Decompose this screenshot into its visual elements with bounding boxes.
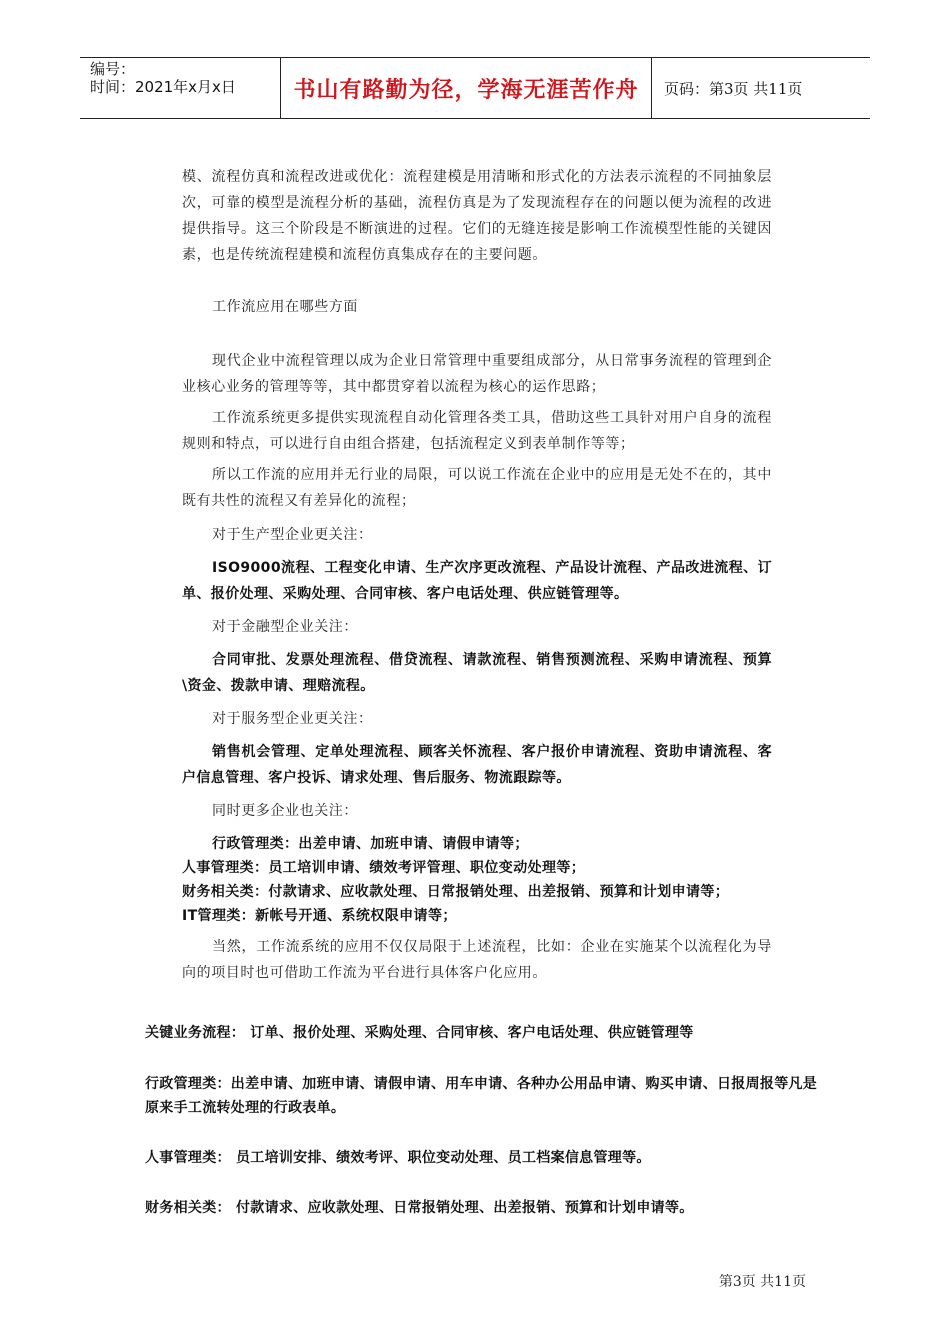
finance-intro: 对于金融型企业关注： <box>212 619 358 635</box>
header-meta <box>80 58 280 118</box>
number-label: 编号： <box>90 60 136 78</box>
paragraph-industry: 所以工作流的应用并无行业的局限，可以说工作流在企业中的应用是无处不在的，其中既有共性的流程又有差异化的流程； <box>182 467 772 509</box>
service-list: 销售机会管理、定单处理流程、顾客关怀流程、客户报价申请流程、资助申请流程、客户信息管理、客户投诉、请求处理、售后服务、物流跟踪等。 <box>182 744 772 786</box>
paragraph-management: 现代企业中流程管理以成为企业日常管理中重要组成部分，从日常事务流程的管理到企业核心业务的管理等等，其中都贯穿着以流程为核心的运作思路； <box>182 353 772 395</box>
finance-list: 合同审批、发票处理流程、借贷流程、请款流程、销售预测流程、采购申请流程、预算\资金、拨款申请、理赔流程。 <box>182 652 772 694</box>
category-admin: 行政管理类：出差申请、加班申请、请假申请等； <box>212 836 529 852</box>
paragraph-intro: 模、流程仿真和流程改进或优化：流程建模是用清晰和形式化的方法表示流程的不同抽象层次，可靠的模型是流程分析的基础，流程仿真是为了发现流程存在的问题以便为流程的改进提供指导。这三个阶段是不断演进的过程。它们的无缝连接是影响工作流模型性能的关键因素，也是传统流程建模和流程仿真集成存在的主要问题。 <box>182 169 772 263</box>
header-motto: 书山有路勤为径，学海无涯苦作舟 <box>280 58 652 118</box>
hr-flows: 人事管理类： 员工培训安排、绩效考评、职位变动处理、员工档案信息管理等。 <box>145 1150 651 1166</box>
finance-flows: 财务相关类： 付款请求、应收款处理、日常报销处理、出差报销、预算和计划申请等。 <box>145 1200 694 1216</box>
header-page-info: 页码：第3页 共11页 <box>664 79 803 98</box>
service-intro: 对于服务型企业更关注： <box>212 711 373 727</box>
category-hr: 人事管理类：员工培训申请、绩效考评管理、职位变动处理等； <box>182 860 586 876</box>
admin-flows: 行政管理类：出差申请、加班申请、请假申请、用车申请、各种办公用品申请、购买申请、日报周报等凡是原来手工流转处理的行政表单。 <box>145 1076 818 1116</box>
page-footer: 第3页 共11页 <box>718 1274 806 1290</box>
common-intro: 同时更多企业也关注： <box>212 803 358 819</box>
key-business-flows: 关键业务流程： 订单、报价处理、采购处理、合同审核、客户电话处理、供应链管理等 <box>145 1025 694 1041</box>
category-finance: 财务相关类：付款请求、应收款处理、日常报销处理、出差报销、预算和计划申请等； <box>182 884 730 900</box>
category-it: IT管理类：新帐号开通、系统权限申请等； <box>182 908 457 924</box>
page-header <box>80 57 870 119</box>
paragraph-conclusion: 当然，工作流系统的应用不仅仅局限于上述流程，比如：企业在实施某个以流程化为导向的项目时也可借助工作流为平台进行具体客户化应用。 <box>182 939 772 981</box>
paragraph-workflow-system: 工作流系统更多提供实现流程自动化管理各类工具，借助这些工具针对用户自身的流程规则和特点，可以进行自由组合搭建，包括流程定义到表单制作等等； <box>182 410 772 452</box>
time-label: 时间：2021年x月x日 <box>90 78 236 96</box>
document-body <box>182 164 772 986</box>
production-list: ISO9000流程、工程变化申请、生产次序更改流程、产品设计流程、产品改进流程、订单、报价处理、采购处理、合同审核、客户电话处理、供应链管理等。 <box>182 560 772 602</box>
production-intro: 对于生产型企业更关注： <box>212 527 373 543</box>
section-heading: 工作流应用在哪些方面 <box>212 299 358 315</box>
